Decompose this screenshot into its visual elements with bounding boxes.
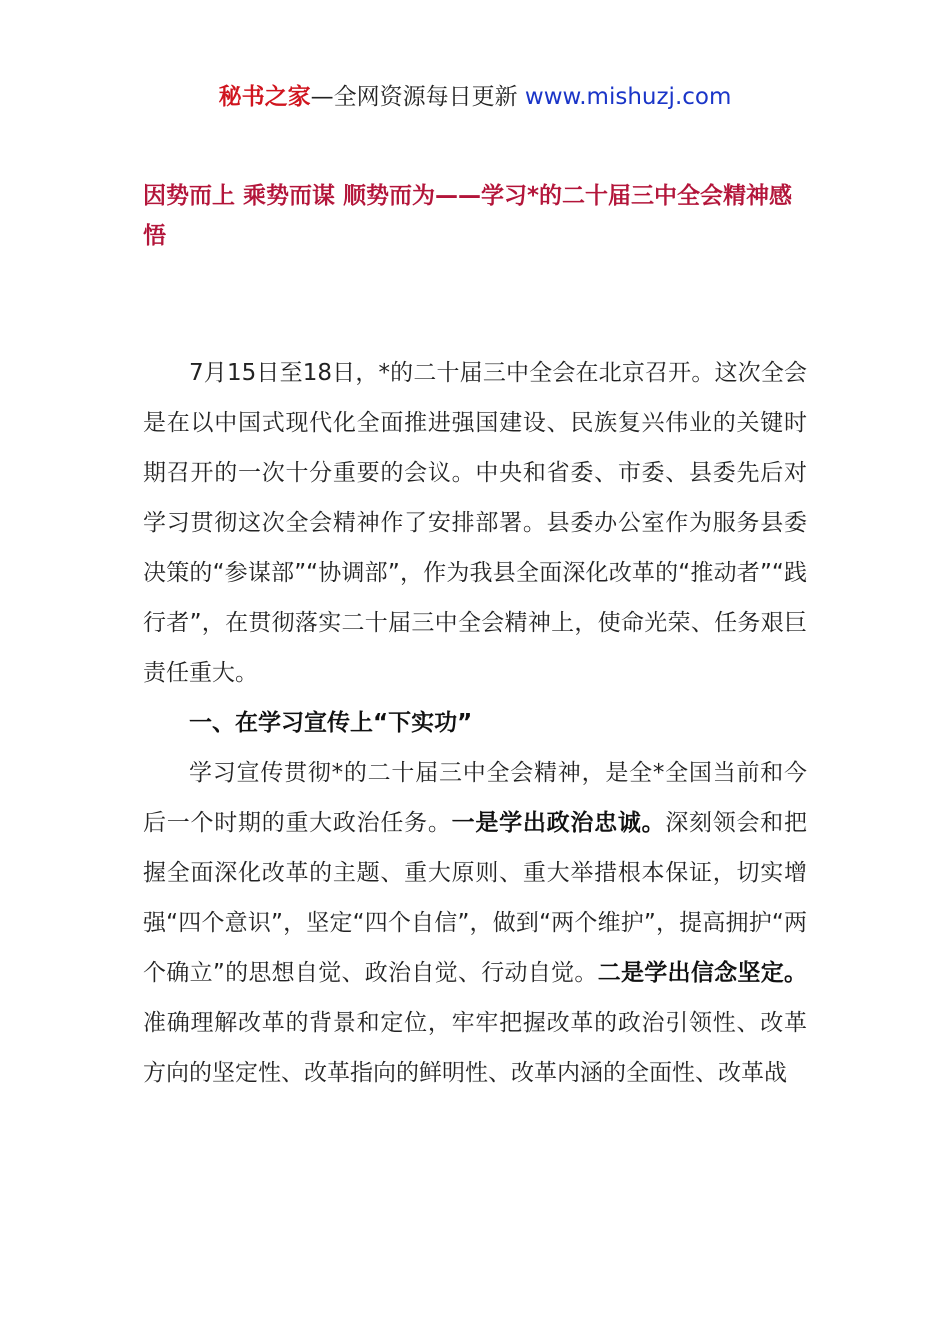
site-url[interactable]: www.mishuzj.com	[524, 84, 732, 110]
section-heading: 一、在学习宣传上“下实功”	[189, 710, 473, 736]
paragraph-text: 学习宣传贯彻*的二十届三中全会精神，是全*全国当前和今后一个时期的重大政治任务。	[143, 760, 807, 836]
bold-point-1: 一是学出政治忠诚。	[451, 810, 666, 836]
paragraph-text: 准确理解改革的背景和定位，牢牢把握改革的政治引领性、改革方向的坚定性、改革指向的鲜明性、改革内涵的全面性、改革战	[143, 1010, 807, 1086]
bold-point-2: 二是学出信念坚定。	[597, 960, 807, 986]
site-name: 秘书之家	[218, 84, 311, 110]
paragraph-text: 深刻领会和把握全面深化改革的主题、重大原则、重大举措根本保证，切实增强“四个意识”，坚定“四个自信”，做到“两个维护”，提高拥护“两个确立”的思想自觉、政治自觉、行动自觉。	[143, 810, 808, 986]
site-header	[0, 80, 950, 114]
site-tagline: —全网资源每日更新	[310, 84, 518, 110]
paragraph-study	[143, 748, 807, 1098]
document-title: 因势而上 乘势而谋 顺势而为——学习*的二十届三中全会精神感悟	[143, 183, 793, 249]
paragraph-intro: 7月15日至18日，*的二十届三中全会在北京召开。这次全会是在以中国式现代化全面推进强国建设、民族复兴伟业的关键时期召开的一次十分重要的会议。中央和省委、市委、县委先后对学习贯彻这次全会精神作了安排部署。县委办公室作为服务县委决策的“参谋部”“协调部”，作为我县全面深化改革的“推动者”“践行者”，在贯彻落实二十届三中全会精神上，使命光荣、任务艰巨责任重大。	[143, 360, 807, 686]
document-body	[143, 348, 807, 1098]
